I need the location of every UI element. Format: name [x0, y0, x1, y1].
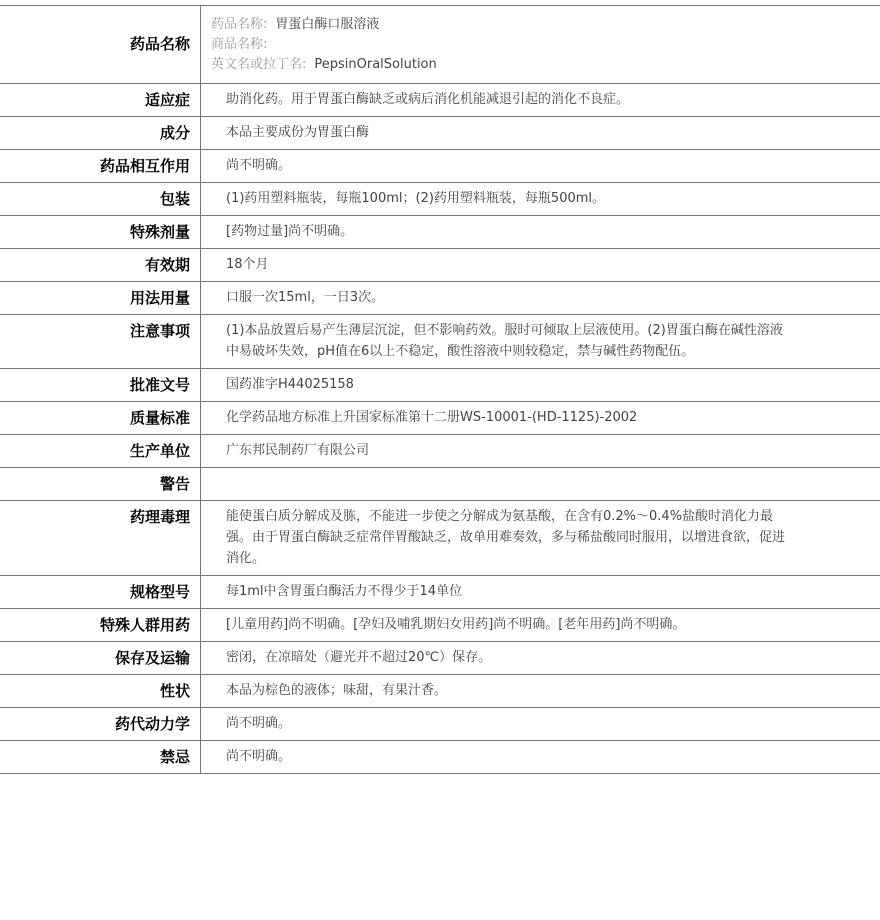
row-value: 助消化药。用于胃蛋白酶缺乏或病后消化机能减退引起的消化不良症。	[201, 84, 880, 117]
row-label: 用法用量	[0, 282, 201, 315]
trade-name-line	[211, 35, 790, 55]
row-label: 药理毒理	[0, 501, 201, 576]
table-row	[0, 468, 880, 501]
trade-name-label: 商品名称:	[211, 37, 268, 52]
table-row	[0, 675, 880, 708]
row-label: 特殊剂量	[0, 216, 201, 249]
row-label: 警告	[0, 468, 201, 501]
row-label: 药代动力学	[0, 708, 201, 741]
drug-info-table	[0, 5, 880, 774]
row-label: 药品相互作用	[0, 150, 201, 183]
english-name-label: 英文名或拉丁名:	[211, 57, 307, 72]
table-row	[0, 435, 880, 468]
table-row	[0, 642, 880, 675]
table-row	[0, 282, 880, 315]
table-row	[0, 183, 880, 216]
row-value: 本品为棕色的液体；味甜，有果汁香。	[201, 675, 880, 708]
drug-name-label: 药品名称:	[211, 17, 268, 32]
table-row	[0, 501, 880, 576]
row-value	[201, 468, 880, 501]
row-label: 药品名称	[0, 6, 201, 84]
table-row	[0, 609, 880, 642]
row-value: 每1ml中含胃蛋白酶活力不得少于14单位	[201, 576, 880, 609]
row-value: 密闭，在凉暗处（避光并不超过20℃）保存。	[201, 642, 880, 675]
table-row	[0, 369, 880, 402]
table-row	[0, 216, 880, 249]
row-value: 口服一次15ml，一日3次。	[201, 282, 880, 315]
row-label: 包装	[0, 183, 201, 216]
table-row	[0, 576, 880, 609]
row-label: 质量标准	[0, 402, 201, 435]
row-label: 禁忌	[0, 741, 201, 774]
row-label: 成分	[0, 117, 201, 150]
row-label: 注意事项	[0, 315, 201, 369]
row-value: (1)药用塑料瓶装，每瓶100ml；(2)药用塑料瓶装，每瓶500ml。	[201, 183, 880, 216]
row-value: 本品主要成份为胃蛋白酶	[201, 117, 880, 150]
row-value: [药物过量]尚不明确。	[201, 216, 880, 249]
row-label: 规格型号	[0, 576, 201, 609]
row-value: 广东邦民制药厂有限公司	[201, 435, 880, 468]
drug-name-line	[211, 15, 790, 35]
table-row	[0, 708, 880, 741]
row-drug-name	[0, 6, 880, 84]
row-label: 生产单位	[0, 435, 201, 468]
row-value: 尚不明确。	[201, 741, 880, 774]
table-row	[0, 315, 880, 369]
row-value: 能使蛋白质分解成及胨，不能进一步使之分解成为氨基酸，在含有0.2%～0.4%盐酸时消化力最强。由于胃蛋白酶缺乏症常伴胃酸缺乏，故单用难奏效，多与稀盐酸同时服用，以增进食欲，促进消化。	[201, 501, 880, 576]
table-row	[0, 402, 880, 435]
row-value: 18个月	[201, 249, 880, 282]
row-value: [儿童用药]尚不明确。[孕妇及哺乳期妇女用药]尚不明确。[老年用药]尚不明确。	[201, 609, 880, 642]
table-row	[0, 249, 880, 282]
drug-name-value: 胃蛋白酶口服溶液	[275, 17, 380, 32]
table-row	[0, 84, 880, 117]
row-label: 保存及运输	[0, 642, 201, 675]
english-name-value: PepsinOralSolution	[314, 57, 437, 72]
row-label: 性状	[0, 675, 201, 708]
english-name-line	[211, 55, 790, 75]
table-row	[0, 150, 880, 183]
row-value: 尚不明确。	[201, 150, 880, 183]
row-label: 有效期	[0, 249, 201, 282]
row-value: 尚不明确。	[201, 708, 880, 741]
row-label: 特殊人群用药	[0, 609, 201, 642]
row-value: 化学药品地方标准上升国家标准第十二册WS-10001-(HD-1125)-2002	[201, 402, 880, 435]
row-label: 适应症	[0, 84, 201, 117]
row-label: 批准文号	[0, 369, 201, 402]
drug-info-sheet	[0, 5, 880, 774]
table-row	[0, 117, 880, 150]
name-values	[201, 6, 880, 84]
row-value: 国药准字H44025158	[201, 369, 880, 402]
row-value: (1)本品放置后易产生薄层沉淀，但不影响药效。服时可倾取上层液使用。(2)胃蛋白酶在碱性溶液中易破坏失效，pH值在6以上不稳定，酸性溶液中则较稳定，禁与碱性药物配伍。	[201, 315, 880, 369]
table-row	[0, 741, 880, 774]
